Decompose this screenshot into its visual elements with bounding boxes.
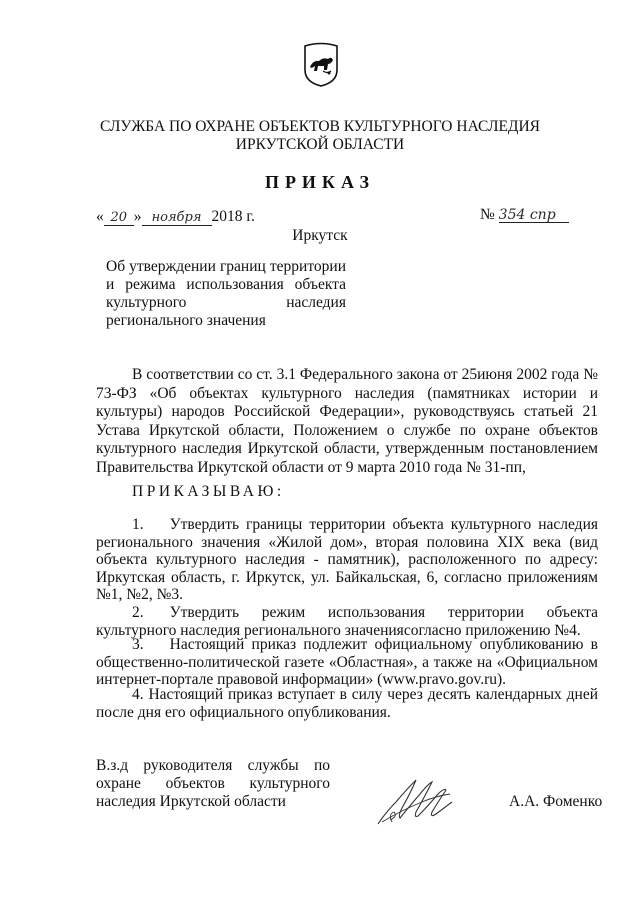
preamble-paragraph: В соответствии со ст. 3.1 Федерального закона от 25июня 2002 года № 73-ФЗ «Об объектах культурного наследия (памятниках истории и культуры) народов Российской Федерации», руководствуясь статьей 21 Устава Иркутской области, Положением о службе по охране объектов культурного наследия Иркутской области, утвержденным постановлением Правительства Иркутской области от 9 марта 2010 года № 31-пп,: [96, 366, 598, 476]
date-year: 2018 г.: [211, 208, 255, 225]
number-prefix: №: [480, 206, 495, 223]
role-line-3: наследия Иркутской области: [96, 793, 286, 810]
item-number: 1.: [132, 516, 144, 533]
irkutsk-coat-of-arms-icon: [301, 40, 341, 88]
date-month: ноября: [142, 211, 212, 226]
document-date: [96, 208, 255, 226]
order-item-3: [96, 636, 598, 689]
item-text: Утвердить режим использования территории объекта культурного наследия регионального значениясогласно приложению №4.: [96, 604, 598, 639]
orders-heading: ПРИКАЗЫВАЮ:: [132, 483, 285, 500]
order-item-2: [96, 604, 598, 639]
org-line-1: СЛУЖБА ПО ОХРАНЕ ОБЪЕКТОВ КУЛЬТУРНОГО НАСЛЕДИЯ: [99, 118, 541, 135]
document-subject: Об утверждении границ территории и режима использования объекта культурного наследия регионального значения: [106, 258, 346, 329]
document-type-title: ПРИКАЗ: [264, 172, 376, 192]
item-number: 3.: [132, 636, 144, 653]
item-number: 4.: [132, 686, 144, 703]
item-text: Настоящий приказ вступает в силу через десять календарных дней после дня его официального опубликования.: [96, 686, 598, 721]
signatory-name: А.А. Фоменко: [509, 793, 603, 810]
role-line-1: В.з.д руководителя службы по: [96, 757, 330, 774]
document-number: [480, 206, 569, 224]
date-close-quote: »: [133, 208, 142, 225]
order-item-1: [96, 516, 598, 604]
handwritten-signature: [372, 772, 462, 832]
item-text: Настоящий приказ подлежит официальному опубликованию в общественно-политической газете «Областная», а также на «Официальном интернет-портале правовой информации» (www.pravo.gov.ru).: [96, 636, 598, 689]
date-day: 20: [104, 211, 134, 226]
organization-name: [80, 118, 560, 154]
city: Иркутск: [292, 227, 348, 244]
number-value: 354 спр: [499, 208, 569, 223]
date-open-quote: «: [96, 208, 104, 225]
signatory-role: [96, 757, 330, 811]
item-text: Утвердить границы территории объекта культурного наследия регионального значения «Жилой дом», вторая половина XIX века (вид объекта культурного наследия - памятник), расположенного по адресу: Иркутская область, г. Иркутск, ул. Байкальская, 6, согласно приложениям №1, №2, №3.: [96, 516, 598, 604]
order-item-4: [96, 686, 598, 721]
role-line-2: охране объектов культурного: [96, 775, 330, 792]
item-number: 2.: [132, 604, 144, 621]
org-line-2: ИРКУТСКОЙ ОБЛАСТИ: [235, 136, 405, 153]
